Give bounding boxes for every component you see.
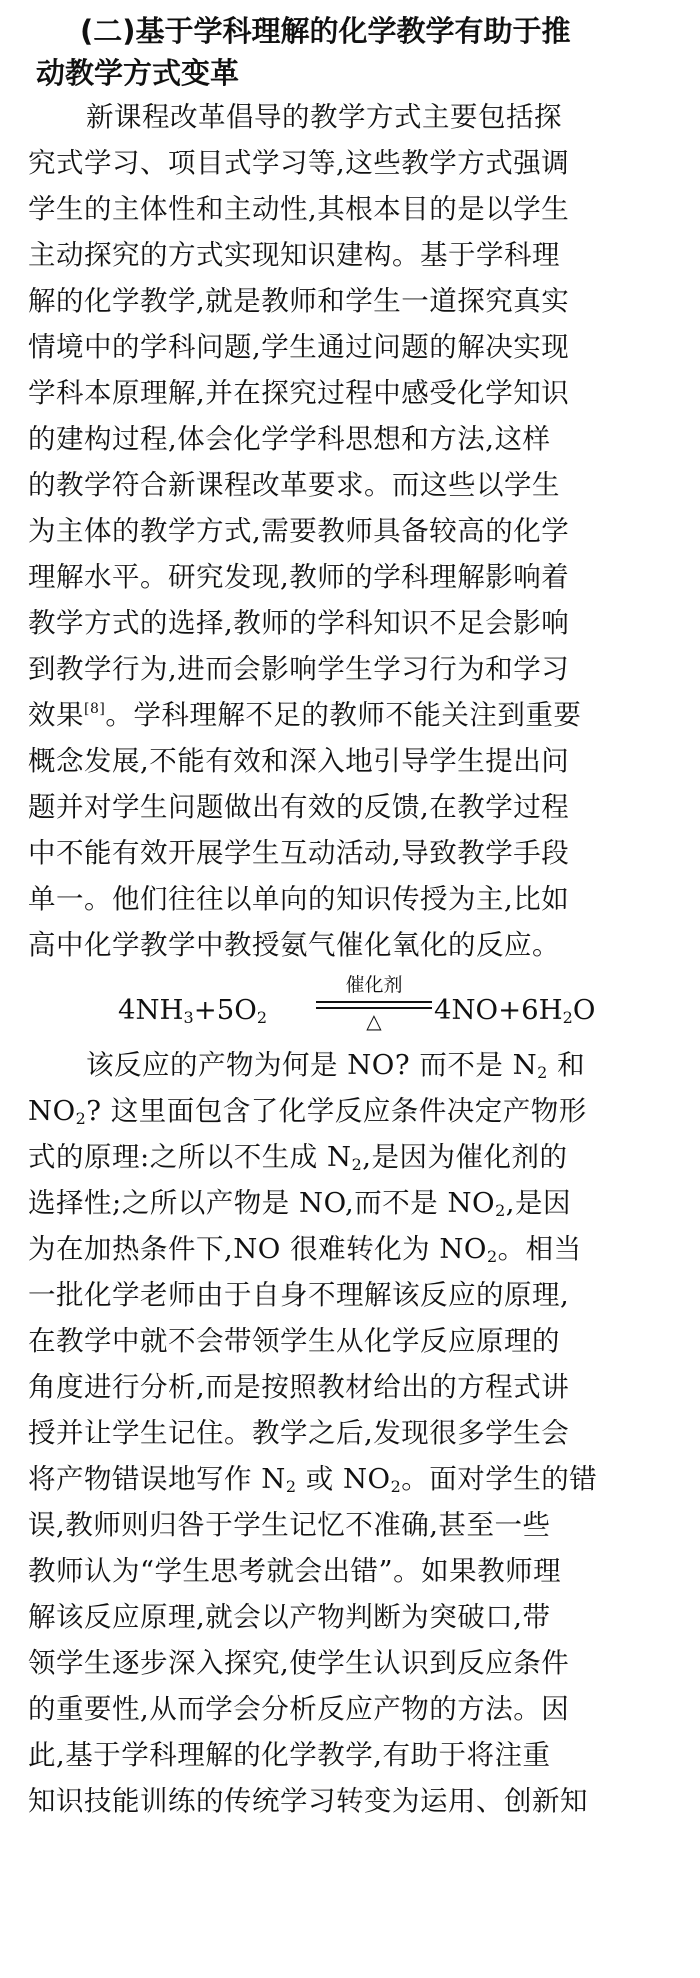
text-fragment: ? 这里面包含了化学反应条件决定产物形	[86, 1095, 587, 1127]
text-line: 新课程改革倡导的教学方式主要包括探	[86, 101, 562, 133]
text-fragment: 该反应的产物为何是 NO? 而不是 N	[86, 1049, 538, 1081]
subscript: 2	[562, 1008, 573, 1027]
text-fragment: 。面对学生的错	[401, 1463, 598, 1495]
subscript: 2	[256, 1008, 268, 1027]
subscript: 2	[285, 1477, 297, 1496]
text-line: 究式学习、项目式学习等,这些教学方式强调	[28, 147, 570, 179]
text-line	[28, 1134, 676, 1180]
paragraph-teaching-methods	[26, 94, 676, 968]
catalyst-label: 催化剂	[345, 974, 403, 996]
text-line: 理解水平。研究发现,教师的学科理解影响着	[28, 561, 570, 593]
citation-reference: [8]	[84, 701, 106, 717]
text-line: 到教学行为,进而会影响学生学习行为和学习	[28, 653, 570, 685]
chemical-equation	[26, 974, 676, 1036]
text-fragment: 式的原理:之所以不生成 N	[28, 1141, 352, 1173]
text-line: 一批化学老师由于自身不理解该反应的原理,	[28, 1279, 570, 1311]
text-line: 此,基于学科理解的化学教学,有助于将注重	[28, 1739, 551, 1771]
reactant-oxygen: +5O	[193, 994, 257, 1026]
text-line: 概念发展,不能有效和深入地引导学生提出问	[28, 745, 570, 777]
text-fragment: 和	[547, 1049, 586, 1081]
subscript: 2	[390, 1477, 402, 1496]
text-line	[28, 1042, 676, 1088]
subscript: 3	[183, 1008, 194, 1027]
reaction-condition-sign	[316, 974, 432, 1036]
text-line: 学生的主体性和主动性,其根本目的是以学生	[28, 193, 570, 225]
text-line: 授并让学生记住。教学之后,发现很多学生会	[28, 1417, 570, 1449]
products-text: 4NO+6H	[434, 994, 563, 1026]
heading-line-2: 动教学方式变革	[36, 56, 240, 90]
text-line: 学科本原理解,并在探究过程中感受化学知识	[28, 377, 570, 409]
text-line	[28, 1456, 676, 1502]
text-line	[28, 1180, 676, 1226]
text-line: 教师认为“学生思考就会出错”。如果教师理	[28, 1555, 562, 1587]
text-line: 为主体的教学方式,需要教师具备较高的化学	[28, 515, 570, 547]
equation-reactants	[118, 994, 267, 1026]
paragraph-reaction-analysis	[26, 1042, 676, 1824]
text-fragment: 。学科理解不足的教师不能关注到重要	[105, 699, 582, 731]
text-line: 在教学中就不会带领学生从化学反应原理的	[28, 1325, 560, 1357]
text-line: 情境中的学科问题,学生通过问题的解决实现	[28, 331, 570, 363]
text-line: 误,教师则归咎于学生记忆不准确,甚至一些	[28, 1509, 551, 1541]
products-text: O	[572, 994, 596, 1026]
text-fragment: NO	[28, 1095, 76, 1127]
text-fragment: 效果	[28, 699, 84, 731]
text-line: 解该反应原理,就会以产物判断为突破口,带	[28, 1601, 551, 1633]
text-line	[28, 1088, 676, 1134]
text-line: 主动探究的方式实现知识建构。基于学科理	[28, 239, 560, 271]
text-fragment: 将产物错误地写作 N	[28, 1463, 286, 1495]
heading-line-1: (二)基于学科理解的化学教学有助于推	[80, 14, 571, 48]
text-line: 题并对学生问题做出有效的反馈,在教学过程	[28, 791, 570, 823]
text-line: 领学生逐步深入探究,使学生认识到反应条件	[28, 1647, 570, 1679]
text-fragment: ,是因	[505, 1187, 572, 1219]
subscript: 2	[351, 1155, 363, 1174]
text-fragment: 。相当	[497, 1233, 582, 1265]
equals-bar-top	[316, 1001, 432, 1003]
equation-products	[434, 994, 595, 1026]
subscript: 2	[75, 1109, 87, 1128]
text-line: 中不能有效开展学生互动活动,导致教学手段	[28, 837, 570, 869]
text-fragment: 选择性;之所以产物是 NO,而不是 NO	[28, 1187, 496, 1219]
text-line: 的重要性,从而学会分析反应产物的方法。因	[28, 1693, 570, 1725]
document-page	[26, 0, 676, 1824]
heating-triangle-icon: △	[366, 1009, 382, 1033]
text-line-with-citation	[28, 692, 676, 738]
text-fragment: 或 NO	[296, 1463, 391, 1495]
text-fragment: 为在加热条件下,NO 很难转化为 NO	[28, 1233, 487, 1265]
reactant-ammonia: 4NH	[118, 994, 184, 1026]
text-line: 的建构过程,体会化学学科思想和方法,这样	[28, 423, 551, 455]
subscript: 2	[495, 1201, 506, 1220]
text-fragment: ,是因为催化剂的	[362, 1141, 568, 1173]
text-line: 解的化学教学,就是教师和学生一道探究真实	[28, 285, 570, 317]
text-line: 单一。他们往往以单向的知识传授为主,比如	[28, 883, 570, 915]
text-line: 知识技能训练的传统学习转变为运用、创新知	[28, 1785, 588, 1817]
section-heading	[26, 10, 676, 94]
text-line: 角度进行分析,而是按照教材给出的方程式讲	[28, 1371, 570, 1403]
text-line	[28, 1226, 676, 1272]
subscript: 2	[537, 1063, 548, 1082]
text-line: 高中化学教学中教授氨气催化氧化的反应。	[28, 929, 560, 961]
text-line: 教学方式的选择,教师的学科知识不足会影响	[28, 607, 570, 639]
text-line: 的教学符合新课程改革要求。而这些以学生	[28, 469, 560, 501]
subscript: 2	[486, 1247, 498, 1266]
